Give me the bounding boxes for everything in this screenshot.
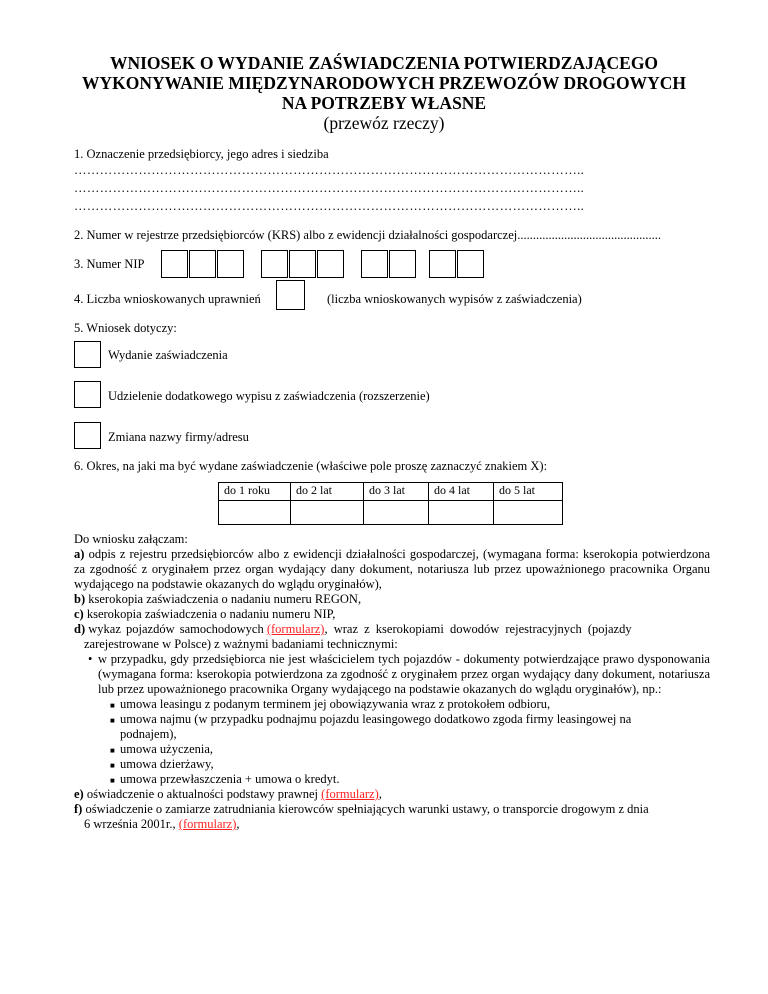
attachment-b-letter: b)	[74, 592, 86, 606]
attachment-e-letter: e)	[74, 787, 84, 801]
attachment-d-text-post: , wraz z kserokopiami dowodów rejestracyjnych (pojazdy	[324, 622, 632, 636]
option-issue-certificate: Wydanie zaświadczenia	[108, 348, 228, 362]
attachment-c	[74, 607, 710, 622]
attachment-e-tail: ,	[378, 787, 382, 801]
period-header-3: do 3 lat	[364, 483, 429, 501]
nip-digit-box[interactable]	[317, 250, 344, 278]
list-item-text: podnajem),	[120, 727, 177, 741]
nip-digit-box[interactable]	[261, 250, 288, 278]
period-header-4: do 4 lat	[429, 483, 494, 501]
attachment-f-text: oświadczenie o zamiarze zatrudniania kierowców spełniających warunki ustawy, o transporcie drogowym z dnia	[85, 802, 649, 816]
section-4-note: (liczba wnioskowanych wypisów z zaświadczenia)	[327, 292, 582, 306]
attachment-f-continued	[74, 817, 710, 832]
legal-basis-form-link[interactable]: (formularz)	[321, 787, 379, 801]
list-item	[74, 742, 710, 757]
list-item	[74, 712, 710, 727]
dot-line-1[interactable]: ………………………………………………………………………………………………………..	[74, 163, 585, 177]
attachment-a-text: odpis z rejestru przedsiębiorców albo z ewidencji działalności gospodarczej, (wymagana forma: kserokopia potwierdzona za zgodność z oryginałem przez organ wydający dany dokument, notariusza lub przez upoważnionego pracownika Organu wydającego na podstawie okazanych do wglądu oryginałów),	[74, 547, 711, 591]
bullet-icon: •	[88, 652, 93, 666]
period-header-2: do 2 lat	[291, 483, 364, 501]
period-table	[218, 482, 563, 525]
attachment-d	[74, 622, 710, 637]
nip-digit-box[interactable]	[389, 250, 416, 278]
attachment-f	[74, 802, 710, 817]
list-item-text: umowa leasingu z podanym terminem jej obowiązywania wraz z protokołem odbioru,	[120, 697, 551, 711]
period-cell-4[interactable]	[429, 501, 494, 525]
checkbox-issue-certificate[interactable]	[74, 341, 101, 368]
checkbox-additional-extract[interactable]	[74, 381, 101, 408]
nip-digit-box[interactable]	[289, 250, 316, 278]
attachment-d-bullet-text: w przypadku, gdy przedsiębiorca nie jest właścicielem tych pojazdów - dokumenty potwierdzające prawo dysponowania (wymagana forma: kserokopia potwierdzona za zgodność z oryginałem przez organ wydający dany dokument, notariusza lub przez upoważnionego pracownika Organy wydającego na podstawie okazanych do wglądu oryginałów), np.:	[98, 652, 710, 696]
period-cell-5[interactable]	[494, 501, 563, 525]
checkbox-name-change[interactable]	[74, 422, 101, 449]
title-line-3: NA POTRZEBY WŁASNE	[281, 93, 487, 113]
attachment-d-letter: d)	[74, 622, 86, 636]
section-1-label: 1. Oznaczenie przedsiębiorcy, jego adres i siedziba	[74, 147, 329, 161]
list-item	[74, 772, 710, 787]
square-bullet-icon: ■	[110, 776, 115, 785]
section-4-label: 4. Liczba wnioskowanych uprawnień	[74, 292, 261, 306]
option-additional-extract: Udzielenie dodatkowego wypisu z zaświadczenia (rozszerzenie)	[108, 389, 430, 403]
form-title	[60, 53, 708, 113]
nip-digit-box[interactable]	[217, 250, 244, 278]
list-item-text: umowa użyczenia,	[120, 742, 214, 756]
section-6-label: 6. Okres, na jaki ma być wydane zaświadczenie (właściwe pole proszę zaznaczyć znakiem X):	[74, 459, 548, 473]
square-bullet-icon: ■	[110, 746, 115, 755]
list-item-text: umowa najmu (w przypadku podnajmu pojazdu leasingowego dodatkowo zgoda firmy leasingowej na	[120, 712, 632, 726]
attachment-d-text: wykaz pojazdów samochodowych	[88, 622, 264, 636]
square-bullet-icon: ■	[110, 701, 115, 710]
list-item	[74, 697, 710, 712]
period-cell-1[interactable]	[219, 501, 291, 525]
option-name-change: Zmiana nazwy firmy/adresu	[108, 430, 249, 444]
vehicle-list-form-link[interactable]: (formularz)	[266, 622, 325, 636]
attachment-f-text-2: 6 września 2001r.,	[84, 817, 176, 831]
title-line-1: WNIOSEK O WYDANIE ZAŚWIADCZENIA POTWIERDZAJĄCEGO	[109, 53, 659, 73]
section-2-label: 2. Numer w rejestrze przedsiębiorców (KRS) albo z ewidencji działalności gospodarczej..............................................	[74, 228, 661, 242]
period-header-1: do 1 roku	[219, 483, 291, 501]
dot-line-3[interactable]: ………………………………………………………………………………………………………..	[74, 199, 585, 213]
list-item-text: umowa dzierżawy,	[120, 757, 214, 771]
attachments-intro: Do wniosku załączam:	[74, 532, 188, 546]
square-bullet-icon: ■	[110, 761, 115, 770]
nip-digit-box[interactable]	[429, 250, 456, 278]
attachment-c-text: kserokopia zaświadczenia o nadaniu numeru NIP,	[86, 607, 336, 621]
attachment-d-bullet	[74, 652, 710, 697]
attachment-b	[74, 592, 710, 607]
attachment-a-letter: a)	[74, 547, 85, 561]
permissions-count-box[interactable]	[276, 280, 305, 310]
nip-digit-box[interactable]	[361, 250, 388, 278]
attachment-f-letter: f)	[74, 802, 83, 816]
list-item-continued	[74, 727, 710, 742]
drivers-form-link[interactable]: (formularz)	[178, 817, 237, 831]
attachments-section	[74, 532, 710, 832]
title-line-2: WYKONYWANIE MIĘDZYNARODOWYCH PRZEWOZÓW DROGOWYCH	[82, 73, 686, 93]
period-cell-3[interactable]	[364, 501, 429, 525]
attachment-f-tail: ,	[236, 817, 240, 831]
nip-digit-box[interactable]	[189, 250, 216, 278]
attachment-b-text: kserokopia zaświadczenia o nadaniu numeru REGON,	[88, 592, 362, 606]
section-3-label: 3. Numer NIP	[74, 257, 145, 271]
dot-line-2[interactable]: ………………………………………………………………………………………………………..	[74, 181, 585, 195]
attachment-e-text: oświadczenie o aktualności podstawy prawnej	[86, 787, 319, 801]
list-item	[74, 757, 710, 772]
square-bullet-icon: ■	[110, 716, 115, 725]
form-subtitle: (przewóz rzeczy)	[323, 113, 445, 133]
attachment-a	[74, 547, 710, 592]
period-cell-2[interactable]	[291, 501, 364, 525]
attachment-e	[74, 787, 710, 802]
period-header-5: do 5 lat	[494, 483, 563, 501]
list-item-text: umowa przewłaszczenia + umowa o kredyt.	[120, 772, 340, 786]
attachment-d-continued: zarejestrowane w Polsce) z ważnymi badaniami technicznymi:	[84, 637, 398, 651]
section-5-label: 5. Wniosek dotyczy:	[74, 321, 177, 335]
attachment-c-letter: c)	[74, 607, 84, 621]
nip-digit-box[interactable]	[457, 250, 484, 278]
nip-digit-box[interactable]	[161, 250, 188, 278]
